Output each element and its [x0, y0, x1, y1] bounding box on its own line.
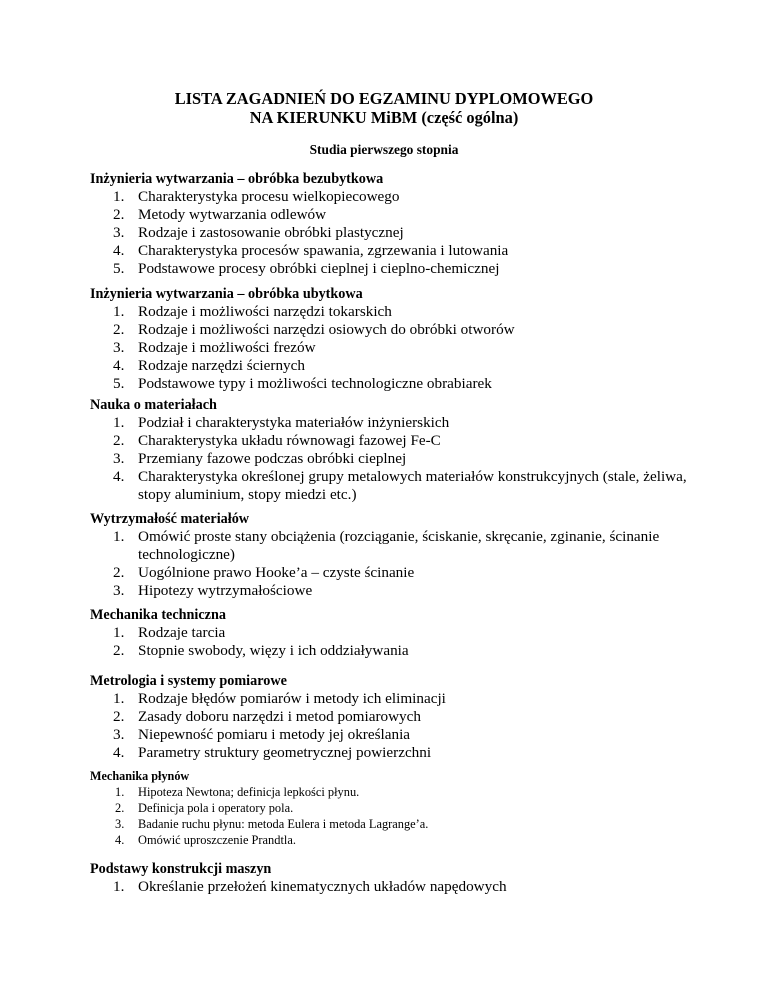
list-item [90, 432, 690, 450]
section-mechanika-techniczna [90, 606, 690, 660]
list-item [90, 188, 690, 206]
list-item [90, 339, 690, 357]
title-line-1: LISTA ZAGADNIEŃ DO EGZAMINU DYPLOMOWEGO [174, 89, 594, 108]
item-number: 3. [113, 582, 125, 599]
item-text: Rodzaje i możliwości frezów [138, 339, 316, 356]
item-number: 2. [113, 642, 125, 659]
item-number: 1. [113, 878, 125, 895]
section-heading: Mechanika techniczna [90, 607, 226, 623]
section-obrobka-ubytkowa [90, 285, 690, 393]
item-number: 1. [113, 624, 125, 641]
list-item [90, 303, 690, 321]
list-item [90, 624, 690, 642]
list-item [90, 816, 690, 832]
document-title [0, 89, 768, 127]
list-item [90, 242, 690, 260]
list-item [90, 260, 690, 278]
item-text: Charakterystyka procesu wielkopiecowego [138, 188, 400, 205]
item-number: 3. [115, 817, 125, 831]
list-item [90, 708, 690, 726]
item-number: 5. [113, 375, 125, 392]
item-text: Stopnie swobody, więzy i ich oddziaływania [138, 642, 409, 659]
item-number: 1. [113, 303, 125, 320]
topic-list [90, 690, 690, 762]
section-heading: Inżynieria wytwarzania – obróbka ubytkowa [90, 286, 363, 302]
section-wytrzymalosc-materialow [90, 510, 690, 600]
item-text: Definicja pola i operatory pola. [138, 801, 294, 815]
item-text: Podział i charakterystyka materiałów inżynierskich [138, 414, 450, 431]
list-item [90, 357, 690, 375]
item-text: Niepewność pomiaru i metody jej określania [138, 726, 411, 743]
section-nauka-o-materialach [90, 396, 690, 504]
list-item [90, 468, 690, 504]
document-subtitle: Studia pierwszego stopnia [309, 142, 459, 157]
item-number: 5. [113, 260, 125, 277]
topic-list [90, 528, 690, 600]
item-text: Podstawowe typy i możliwości technologiczne obrabiarek [138, 375, 492, 392]
section-heading: Wytrzymałość materiałów [90, 511, 250, 527]
section-heading: Metrologia i systemy pomiarowe [90, 673, 287, 689]
item-text: Rodzaje i możliwości narzędzi tokarskich [138, 303, 392, 320]
topic-list [90, 188, 690, 278]
item-text: Zasady doboru narzędzi i metod pomiarowych [138, 708, 421, 725]
item-number: 1. [113, 188, 125, 205]
item-text: Charakterystyka procesów spawania, zgrzewania i lutowania [138, 242, 509, 259]
item-text: Przemiany fazowe podczas obróbki cieplnej [138, 450, 407, 467]
item-text: Hipotezy wytrzymałościowe [138, 582, 313, 599]
section-heading: Mechanika płynów [90, 769, 190, 783]
topic-list [90, 624, 690, 660]
item-number: 2. [115, 801, 125, 815]
item-text: Charakterystyka układu równowagi fazowej Fe-C [138, 432, 441, 449]
item-text: Uogólnione prawo Hooke’a – czyste ścinanie [138, 564, 415, 581]
item-number: 2. [113, 321, 125, 338]
list-item [90, 321, 690, 339]
item-text: Badanie ruchu płynu: metoda Eulera i metoda Lagrange’a. [138, 817, 429, 831]
section-mechanika-plynow [90, 769, 690, 848]
item-text: Rodzaje i możliwości narzędzi osiowych do obróbki otworów [138, 321, 515, 338]
item-text: Omówić uproszczenie Prandtla. [138, 833, 296, 847]
item-text: Podstawowe procesy obróbki cieplnej i cieplno-chemicznej [138, 260, 500, 277]
list-item [90, 744, 690, 762]
topic-list [90, 784, 690, 848]
item-text: Rodzaje narzędzi ściernych [138, 357, 305, 374]
item-text: Rodzaje błędów pomiarów i metody ich eliminacji [138, 690, 446, 707]
item-text: Rodzaje tarcia [138, 624, 226, 641]
item-text: Parametry struktury geometrycznej powierzchni [138, 744, 432, 761]
item-number: 3. [113, 726, 125, 743]
item-number: 4. [115, 833, 125, 847]
section-podstawy-konstrukcji-maszyn [90, 860, 690, 896]
section-heading: Inżynieria wytwarzania – obróbka bezubytkowa [90, 171, 384, 187]
list-item [90, 564, 690, 582]
item-number: 3. [113, 224, 125, 241]
item-text: Omówić proste stany obciążenia (rozciąganie, ściskanie, skręcanie, zginanie, ścinanie technologiczne) [138, 528, 660, 563]
item-number: 2. [113, 206, 125, 223]
topic-list [90, 878, 690, 896]
list-item [90, 726, 690, 744]
list-item [90, 375, 690, 393]
list-item [90, 206, 690, 224]
item-text: Metody wytwarzania odlewów [138, 206, 327, 223]
list-item [90, 878, 690, 896]
list-item [90, 414, 690, 432]
list-item [90, 642, 690, 660]
item-text: Charakterystyka określonej grupy metalowych materiałów konstrukcyjnych (stale, żeliwa, stopy aluminium, stopy miedzi etc.) [138, 468, 687, 503]
section-obrobka-bezubytkowa [90, 170, 690, 278]
topic-list [90, 414, 690, 504]
list-item [90, 690, 690, 708]
section-metrologia [90, 672, 690, 762]
list-item [90, 832, 690, 848]
item-number: 4. [113, 357, 125, 374]
item-number: 4. [113, 468, 125, 485]
list-item [90, 450, 690, 468]
list-item [90, 224, 690, 242]
list-item [90, 582, 690, 600]
item-number: 2. [113, 564, 125, 581]
section-heading: Podstawy konstrukcji maszyn [90, 861, 272, 877]
item-number: 1. [113, 690, 125, 707]
item-number: 4. [113, 242, 125, 259]
list-item [90, 800, 690, 816]
list-item [90, 784, 690, 800]
item-number: 1. [113, 414, 125, 431]
item-number: 1. [113, 528, 125, 545]
item-text: Rodzaje i zastosowanie obróbki plastycznej [138, 224, 404, 241]
topic-list [90, 303, 690, 393]
section-heading: Nauka o materiałach [90, 397, 217, 413]
item-number: 2. [113, 432, 125, 449]
item-number: 3. [113, 339, 125, 356]
list-item [90, 528, 690, 564]
item-number: 1. [115, 785, 125, 799]
title-line-2: NA KIERUNKU MiBM (część ogólna) [249, 108, 519, 127]
item-number: 2. [113, 708, 125, 725]
item-text: Określanie przełożeń kinematycznych układów napędowych [138, 878, 507, 895]
item-number: 3. [113, 450, 125, 467]
item-number: 4. [113, 744, 125, 761]
item-text: Hipoteza Newtona; definicja lepkości płynu. [138, 785, 360, 799]
